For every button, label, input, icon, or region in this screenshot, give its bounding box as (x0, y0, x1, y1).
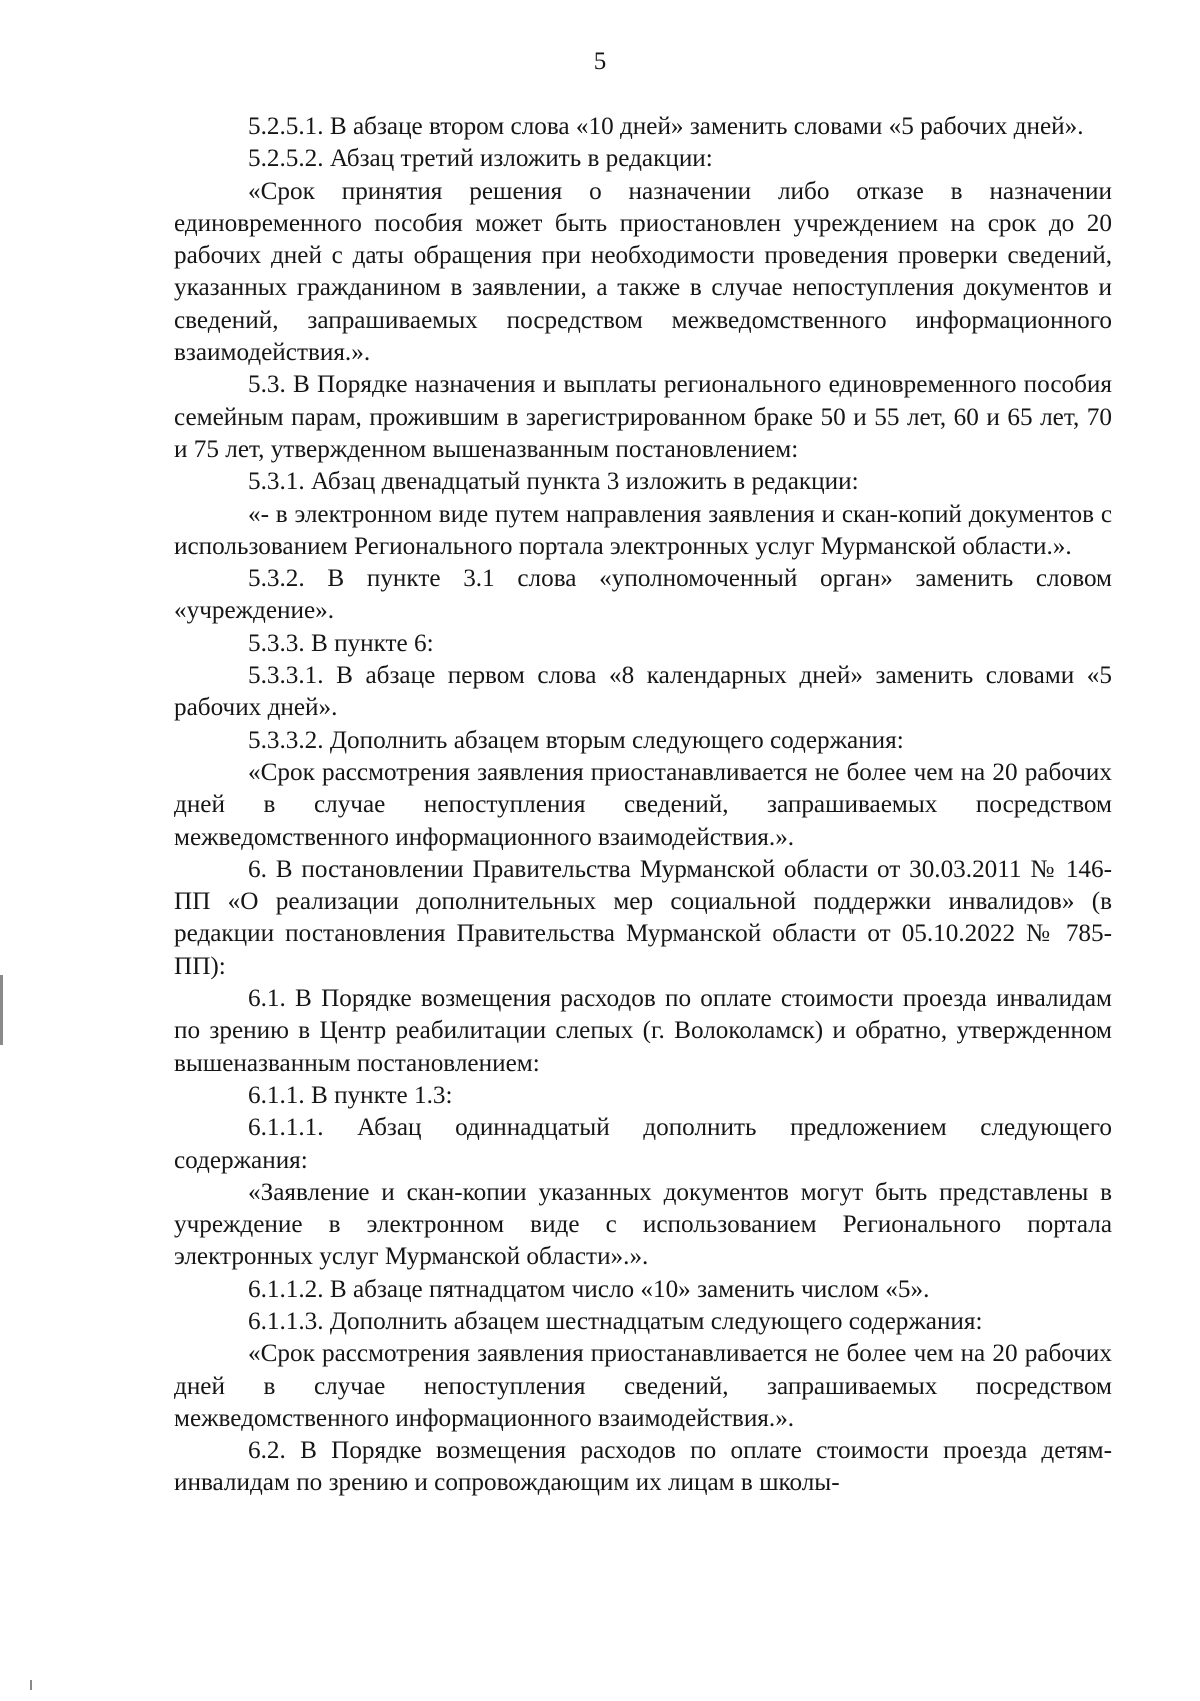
quoted-paragraph: «Срок рассмотрения заявления приостанавливается не более чем на 20 рабочих дней в случае непоступления сведений, запрашиваемых посредством межведомственного информационного взаимодействия.». (174, 1340, 1112, 1432)
paragraph-6-1-1-3: 6.1.1.3. Дополнить абзацем шестнадцатым следующего содержания: (248, 1307, 983, 1335)
paragraph-6-1-1: 6.1.1. В пункте 1.3: (248, 1081, 453, 1109)
paragraph-6-1-1-1: 6.1.1.1. Абзац одиннадцатый дополнить предложением следующего содержания: (174, 1114, 1112, 1174)
quoted-paragraph: «- в электронном виде путем направления заявления и скан-копий документов с использованием Регионального портала электронных услуг Мурманской области.». (174, 500, 1112, 560)
paragraph-6: 6. В постановлении Правительства Мурманской области от 30.03.2011 № 146-ПП «О реализации дополнительных мер социальной поддержки инвалидов» (в редакции постановления Правительства Мурманской области от 05.10.2022 № 785-ПП): (174, 855, 1112, 980)
scan-edge-mark (0, 975, 3, 1045)
quoted-paragraph: «Срок принятия решения о назначении либо отказе в назначении единовременного пособия может быть приостановлен учреждением на срок до 20 рабочих дней с даты обращения при необходимости проведения проверки сведений, указанных гражданином в заявлении, а также в случае непоступления документов и сведений, запрашиваемых посредством межведомственного информационного взаимодействия.». (174, 177, 1112, 367)
scan-edge-mark (30, 1680, 32, 1690)
paragraph-6-2: 6.2. В Порядке возмещения расходов по оплате стоимости проезда детям-инвалидам по зрению и сопровождающим их лицам в школы- (174, 1437, 1112, 1497)
paragraph-6-1-1-2: 6.1.1.2. В абзаце пятнадцатом число «10» заменить числом «5». (248, 1275, 930, 1303)
paragraph-5-3-3-1: 5.3.3.1. В абзаце первом слова «8 календарных дней» заменить словами «5 рабочих дней». (174, 662, 1112, 722)
paragraph-5-3: 5.3. В Порядке назначения и выплаты регионального единовременного пособия семейным парам, прожившим в зарегистрированном браке 50 и 55 лет, 60 и 65 лет, 70 и 75 лет, утвержденном вышеназванным постановлением: (174, 371, 1112, 463)
paragraph-6-1: 6.1. В Порядке возмещения расходов по оплате стоимости проезда инвалидам по зрению в Центр реабилитации слепых (г. Волоколамск) и обратно, утвержденном вышеназванным постановлением: (174, 985, 1112, 1077)
page-number: 5 (593, 48, 607, 75)
paragraph-5-3-3-2: 5.3.3.2. Дополнить абзацем вторым следующего содержания: (248, 726, 904, 754)
quoted-paragraph: «Заявление и скан-копии указанных документов могут быть представлены в учреждение в электронном виде с использованием Регионального портала электронных услуг Мурманской области».». (174, 1178, 1112, 1271)
document-body (174, 111, 1112, 1500)
paragraph-5-2-5-2: 5.2.5.2. Абзац третий изложить в редакции: (248, 145, 713, 173)
paragraph-5-3-1: 5.3.1. Абзац двенадцатый пункта 3 изложить в редакции: (248, 468, 859, 496)
paragraph-5-3-3: 5.3.3. В пункте 6: (248, 629, 434, 657)
paragraph-5-2-5-1: 5.2.5.1. В абзаце втором слова «10 дней» заменить словами «5 рабочих дней». (248, 113, 1084, 140)
quoted-paragraph: «Срок рассмотрения заявления приостанавливается не более чем на 20 рабочих дней в случае непоступления сведений, запрашиваемых посредством межведомственного информационного взаимодействия.». (174, 758, 1112, 851)
paragraph-5-3-2: 5.3.2. В пункте 3.1 слова «уполномоченный орган» заменить словом «учреждение». (174, 565, 1112, 625)
